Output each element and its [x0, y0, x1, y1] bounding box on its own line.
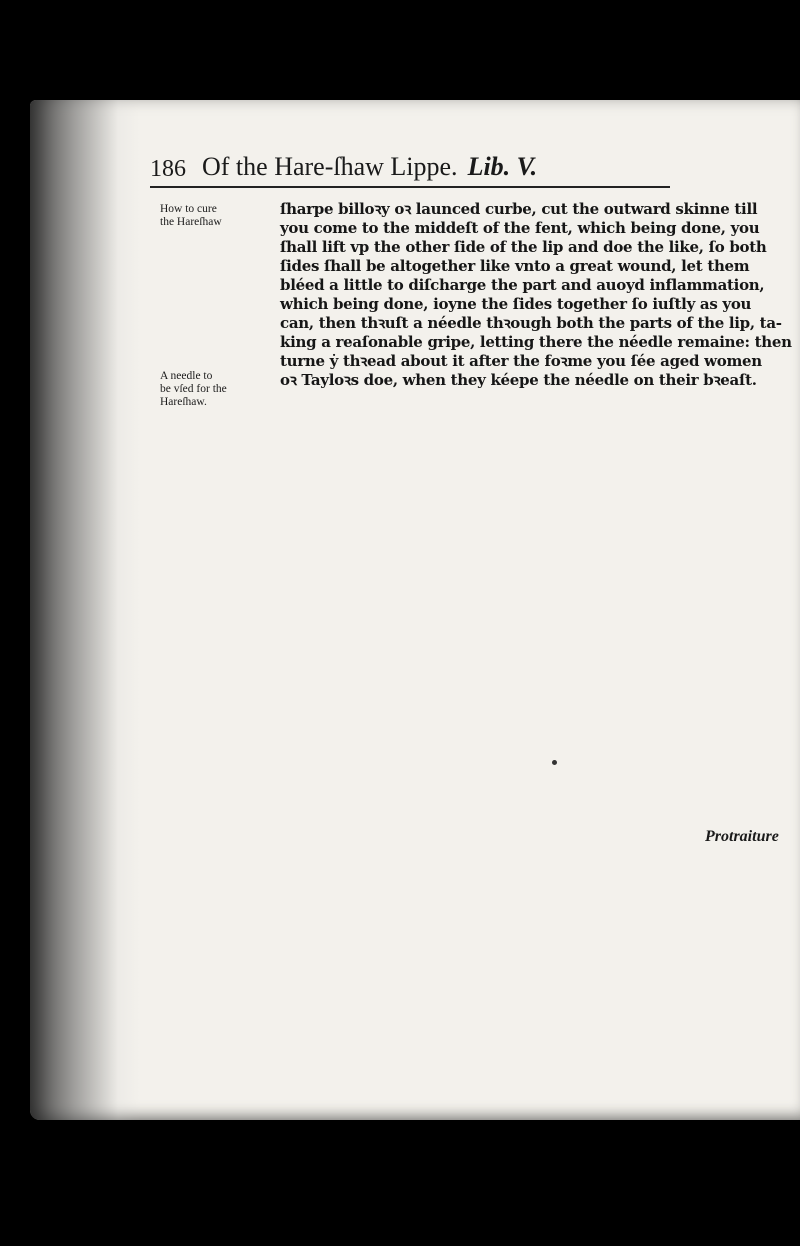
marginal-line: be vſed for the	[160, 383, 227, 395]
text-line: turne ẏ thꝛead about it after the foꝛme you ſée aged women	[280, 352, 762, 370]
text-line: ſharpe billoꝛy oꝛ launced curbe, cut the outward skinne till	[280, 200, 758, 218]
text-line: which being done, ioyne the ſides together ſo iuſtly as you	[280, 295, 752, 313]
text-line: bléed a little to diſcharge the part and auoyd inflammation,	[280, 276, 765, 294]
text-line: ſhall lift vp the other ſide of the lip and doe the like, ſo both	[280, 238, 767, 256]
marginal-line: Hareſhaw.	[160, 396, 207, 408]
marginal-line: How to cure	[160, 203, 217, 215]
marginal-note-cure	[160, 203, 278, 229]
binding-gutter	[30, 100, 140, 1120]
running-title	[202, 152, 537, 182]
marginal-line: A needle to	[160, 370, 213, 382]
text-line: oꝛ Tayloꝛs doe, when they kéepe the néedle on their bꝛeaſt.	[280, 371, 757, 389]
marginal-note-needle	[160, 370, 278, 409]
text-line: can, then thꝛuſt a néedle thꝛough both the parts of the lip, ta-	[280, 314, 782, 332]
marginal-line: the Hareſhaw	[160, 216, 222, 228]
ink-speck	[552, 760, 557, 765]
body-paragraph	[280, 200, 790, 390]
catchword: Protraiture	[705, 828, 779, 845]
book-page	[30, 100, 800, 1120]
running-title-text: Of the Hare-ſhaw Lippe.	[202, 152, 458, 181]
page-header	[150, 152, 670, 188]
page-number: 186	[150, 156, 186, 182]
text-line: ſides ſhall be altogether like vnto a great wound, let them	[280, 257, 750, 275]
text-line: you come to the middeſt of the fent, which being done, you	[280, 219, 760, 237]
book-reference: Lib. V.	[467, 152, 538, 181]
text-line: king a reaſonable gripe, letting there the néedle remaine: then	[280, 333, 792, 351]
